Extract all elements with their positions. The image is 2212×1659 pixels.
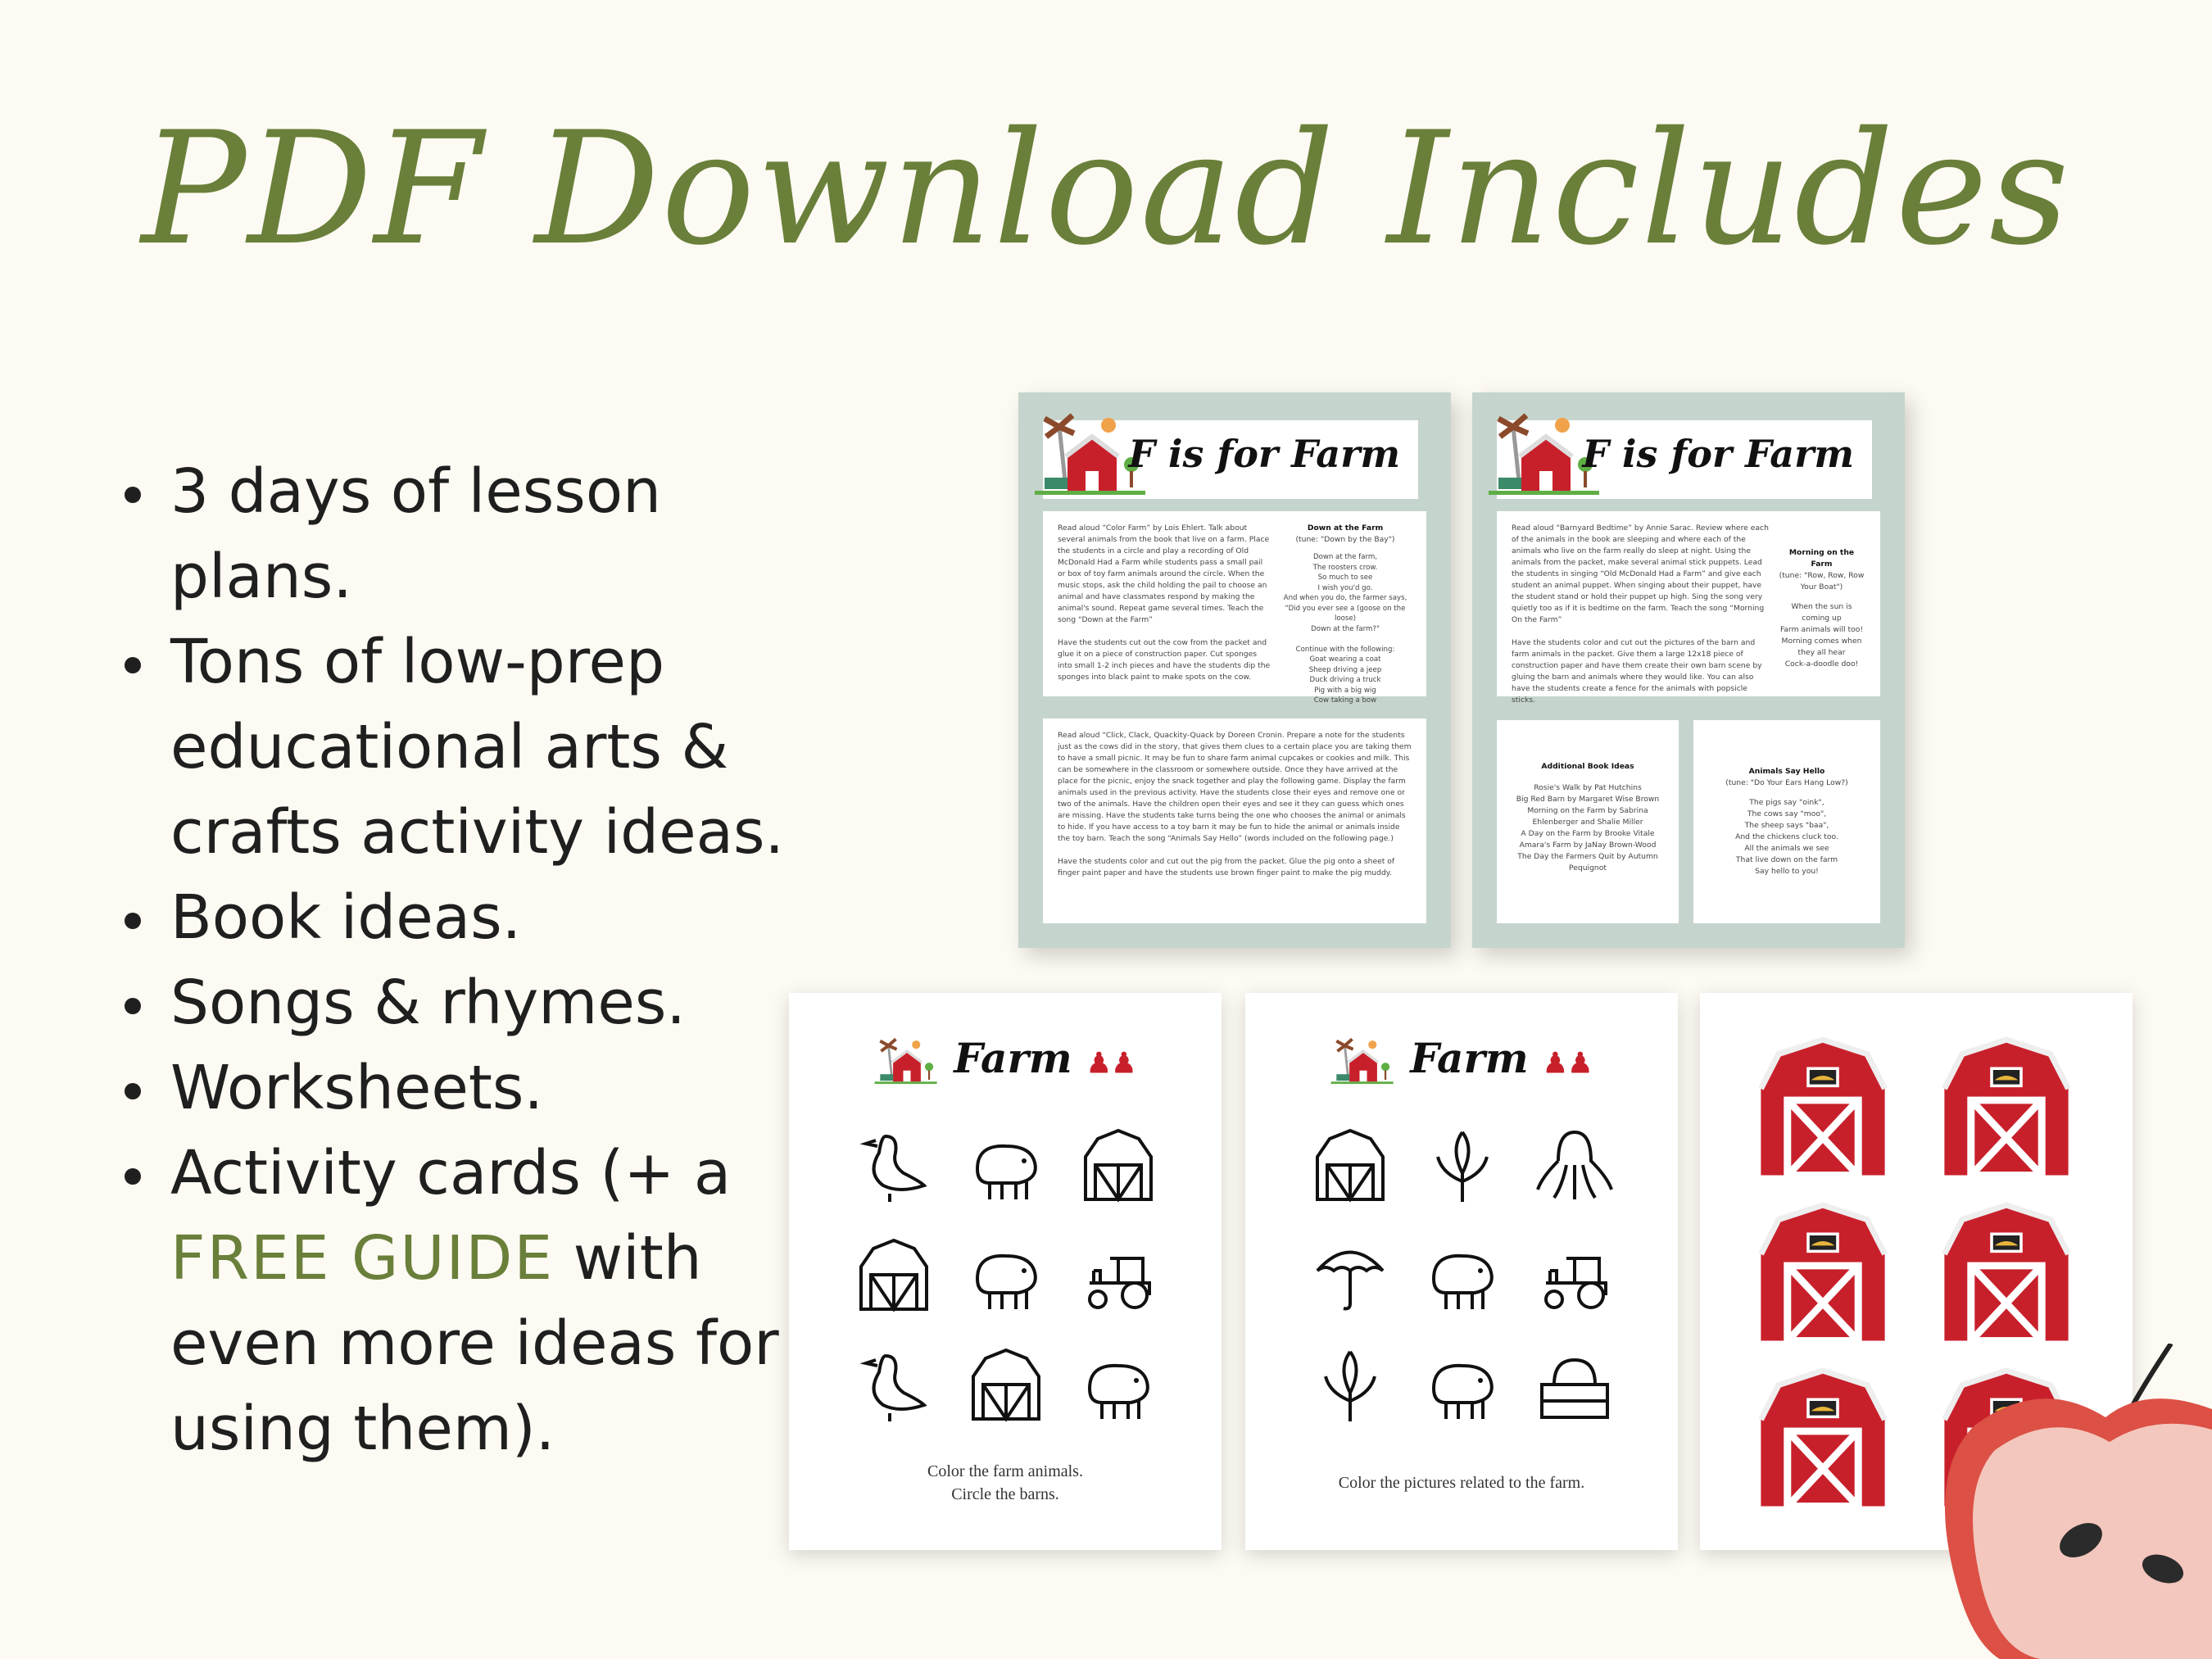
worksheet-title: Farm	[1410, 1034, 1529, 1082]
feature-item: Worksheets.	[123, 1045, 795, 1131]
feature-item: 3 days of lesson plans.	[123, 449, 795, 619]
song-box	[1693, 720, 1880, 923]
song-tune: (tune: "Down by the Bay")	[1295, 535, 1395, 544]
cow-icon	[1077, 1344, 1159, 1426]
barn-silo-icon	[1309, 1124, 1391, 1206]
book-ideas-box	[1497, 720, 1679, 923]
text-line: Continue with the following:	[1295, 645, 1395, 654]
barn-icon	[853, 1234, 935, 1316]
worksheet-title: Farm	[954, 1034, 1072, 1082]
pig-icon	[965, 1124, 1047, 1206]
text-line: And the chickens cluck too.	[1735, 832, 1838, 841]
lesson-header	[1497, 420, 1872, 499]
feature-text: Activity cards (+ a	[170, 1138, 732, 1208]
text-line: The Day the Farmers Quit by Autumn Pequignot	[1517, 852, 1658, 873]
text-line: The roosters crow.	[1312, 563, 1378, 572]
text-line: Down at the farm?"	[1311, 624, 1380, 633]
farmer-kids-icon: ♟♟	[1543, 1047, 1593, 1080]
lesson-day-2-box	[1043, 718, 1426, 923]
worksheet-caption	[789, 1460, 1222, 1506]
text-line: Down at the farm,	[1312, 553, 1378, 561]
text-line: The sheep says "baa",	[1744, 821, 1829, 830]
text-line: Rosie's Walk by Pat Hutchins	[1534, 783, 1642, 792]
feature-item: Book ideas.	[123, 875, 795, 960]
tractor-icon	[1534, 1234, 1616, 1316]
text-line: Cow taking a bow	[1313, 696, 1377, 705]
text-line: That live down on the farm	[1735, 855, 1838, 864]
text-line: And when you do, the farmer says,	[1283, 594, 1407, 602]
text-line: Morning on the Farm by Sabrina Ehlenberger and Shalie Miller	[1527, 806, 1648, 827]
feature-item: Tons of low-prep educational arts & crafts activity ideas.	[123, 619, 795, 875]
red-barn-card-icon[interactable]	[1749, 1365, 1897, 1509]
worksheet-icon-grid	[1294, 1124, 1630, 1426]
text-line: Big Red Barn by Margaret Wise Brown	[1516, 795, 1660, 804]
text-line: Pig with a big wig	[1314, 686, 1376, 695]
song-title: Morning on the Farm	[1788, 548, 1855, 569]
lesson-day-1-box	[1043, 511, 1426, 705]
red-barn-card-icon[interactable]	[1749, 1034, 1897, 1178]
text-line: Morning comes when they all hear	[1781, 637, 1862, 657]
goose-icon	[853, 1344, 935, 1426]
farm-scene-icon	[1330, 1036, 1396, 1087]
text-line: Amara's Farm by JaNay Brown-Wood	[1519, 841, 1657, 850]
worksheet-header	[1245, 1034, 1678, 1087]
song-block	[1279, 523, 1412, 706]
scarecrow-icon	[1309, 1344, 1391, 1426]
text-line: Farm animals will too!	[1779, 625, 1864, 634]
lesson-paragraph: Have the students color and cut out the pictures of the barn and farm animals in the packet. Give them a large 12x18 piece of construction paper and have them create their own barn scene by gluing the barn and animals where they would like. You can also have the students create a fence for the animals with popsicle sticks.	[1512, 638, 1762, 705]
text-line: All the animals we see	[1744, 844, 1829, 853]
text-line: The pigs say "oink",	[1749, 798, 1824, 807]
worksheet-caption	[1245, 1471, 1678, 1494]
barn-icon	[965, 1344, 1047, 1426]
corn-icon	[1421, 1124, 1503, 1206]
lesson-header	[1043, 420, 1418, 499]
farm-scene-icon	[874, 1036, 940, 1087]
book-list	[1512, 782, 1664, 874]
lesson-paragraph: Read aloud “Barnyard Bedtime” by Annie Sarac. Review where each of the animals in the book are sleeping and where each of the animals who live on the farm really do sleep at night. Using the animals from the packet, make several animal stick puppets. Lead the students in singing “Old McDonald Had a Farm” and give each student an animal puppet. When singing about their puppet, have the student stand or hold their puppet up high. Sing the song very quietly too as if it is bedtime on the farm. Teach the song “Morning On the Farm”	[1512, 524, 1769, 624]
lesson-paragraph: Have the students cut out the cow from the packet and glue it on a piece of construction paper. Cut sponges into small 1-2 inch pieces and have the students dip the sponges into black paint to make spots on the cow.	[1058, 638, 1271, 682]
song-lines	[1708, 797, 1865, 877]
worksheet-header	[789, 1034, 1222, 1087]
song-lines	[1778, 601, 1865, 670]
worksheet-icon-grid	[838, 1124, 1174, 1426]
lesson-plan-page-1	[1018, 392, 1451, 948]
octopus-icon	[1534, 1124, 1616, 1206]
song-title: Down at the Farm	[1307, 524, 1384, 533]
red-barn-card-icon[interactable]	[1933, 1199, 2080, 1344]
caption-line: Circle the barns.	[951, 1485, 1059, 1503]
lesson-plan-page-2	[1472, 392, 1905, 948]
text-line: Say hello to you!	[1755, 867, 1819, 876]
free-guide-highlight: FREE GUIDE	[170, 1223, 555, 1294]
vegetable-crate-icon	[1534, 1344, 1616, 1426]
cow-icon	[1421, 1344, 1503, 1426]
song-block	[1778, 523, 1865, 718]
feature-text: with even more ideas for using them).	[170, 1223, 779, 1464]
feature-list	[123, 449, 795, 1471]
text-line: The cows say "moo",	[1747, 809, 1827, 818]
red-barn-card-icon[interactable]	[1749, 1199, 1897, 1344]
lesson-day-3-box	[1497, 511, 1880, 705]
book-ideas-title: Additional Book Ideas	[1541, 762, 1634, 771]
sheep-icon	[965, 1234, 1047, 1316]
tractor-icon	[1077, 1234, 1159, 1316]
worksheet-2	[1245, 993, 1678, 1550]
caption-line: Color the pictures related to the farm.	[1338, 1474, 1585, 1492]
text-line: Goat wearing a coat	[1309, 655, 1381, 664]
feature-item: Songs & rhymes.	[123, 960, 795, 1045]
red-barn-card-icon[interactable]	[1933, 1034, 2080, 1178]
barn-silo-icon	[1077, 1124, 1159, 1206]
text-line	[1279, 634, 1412, 645]
song-tune: (tune: "Do Your Ears Hang Low?)	[1725, 778, 1848, 787]
page-title: PDF Download Includes	[141, 98, 2071, 279]
feature-item	[123, 1131, 795, 1471]
text-line: Duck driving a truck	[1309, 676, 1381, 684]
text-line: Sheep driving a jeep	[1308, 665, 1382, 674]
lesson-header-title: F is for Farm	[1582, 432, 1854, 476]
text-line: I wish you'd go.	[1317, 583, 1373, 592]
text-line: When the sun is coming up	[1791, 602, 1852, 623]
text-line: Cock-a-doodle doo!	[1784, 660, 1859, 669]
hen-icon	[853, 1124, 935, 1206]
lesson-paragraph: Have the students color and cut out the pig from the packet. Glue the pig onto a sheet of finger paint paper and have the students use brown finger paint to make the pig muddy.	[1058, 857, 1395, 877]
text-line: "Did you ever see a (goose on the loose)	[1285, 604, 1406, 623]
song-lines	[1279, 552, 1412, 706]
apple-decoration-icon	[1942, 1344, 2212, 1659]
song-title: Animals Say Hello	[1748, 767, 1825, 776]
worksheet-1	[789, 993, 1222, 1550]
lesson-paragraph: Read aloud “Color Farm” by Lois Ehlert. Talk about several animals from the book that live on a farm. Place the students in a circle and play a recording of Old McDonald Had a Farm while students pass a small pail or box of toy farm animals around the circle. When the music stops, ask the child holding the pail to choose an animal and have classmates respond by making the animal's sound. Repeat game several times. Teach the song “Down at the Farm”	[1058, 524, 1270, 624]
pig-icon	[1421, 1234, 1503, 1316]
text-line: A Day on the Farm by Brooke Vitale	[1521, 829, 1655, 838]
text-line: So much to see	[1317, 573, 1373, 582]
farmer-kids-icon: ♟♟	[1086, 1047, 1137, 1080]
song-tune: (tune: "Row, Row, Row Your Boat")	[1779, 571, 1865, 592]
lesson-paragraph: Read aloud “Click, Clack, Quackity-Quack by Doreen Cronin. Prepare a note for the students just as the cows did in the story, that gives them clues to a certain place you are taking them to have a small picnic. It may be fun to share farm animal cupcakes or cookies and milk. This can be somewhere in the classroom or somewhere outside. Once they have arrived at the place for the picnic, enjoy the snack together and play the following game. Display the farm animals used in the previous activity. Have the students close their eyes and remove one or two of the animals. Have the children open their eyes and see it they can guess which ones are missing. Have the students take turns being the one who chooses the animal or animals to hide. If you have access to a toy barn it may be fun to hide the animal or animals inside the toy barn. Teach the song “Animals Say Hello” (words included on the following page.)	[1058, 731, 1412, 843]
caption-line: Color the farm animals.	[927, 1462, 1083, 1480]
lesson-header-title: F is for Farm	[1128, 432, 1400, 476]
umbrella-icon	[1309, 1234, 1391, 1316]
